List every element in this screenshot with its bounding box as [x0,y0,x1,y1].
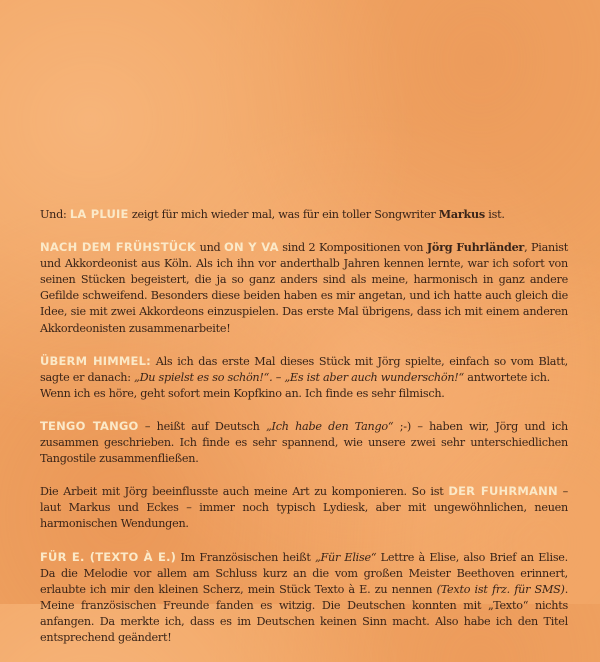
paragraph-tengo-tango [40,418,568,467]
text-span: , Pianist und Akkordeonist aus Köln. Als ich ihn vor anderthalb Jahren kennen lernte, war ich sofort von seinen Stücken begeistert, die ja so ganz anders sind als meine, harmonisch in ganz andere Gefilde schweifend. Besonders diese beiden haben es mir angetan, und ich hatte auch gleich die Idee, sie mit zwei Akkordeons einzuspielen. Das erste Mal übrigens, dass ich mit einem anderen Akkordeonisten zusammenarbeite! [40,241,569,335]
text-span: ist. [484,208,505,221]
song-title-fuer-e: FÜR E. (TEXTO À E.) [40,549,177,564]
text-span: ;-) – haben wir, Jörg und ich zusammen geschrieben. Ich finde es sehr spannend, wie unsere zwei sehr unterschiedlichen Tangostile zusammenfließen. [40,419,568,466]
quote-text: „Du spielst es so schön!“. – „Es ist aber auch wunderschön!“ [134,370,464,384]
text-span: antwortete ich. [464,370,550,384]
text-span: Wenn ich es höre, geht sofort mein Kopfkino an. Ich finde es sehr filmisch. [40,386,445,400]
name-markus: Markus [438,207,485,221]
text-span: zeigt für mich wieder mal, was für ein toller Songwriter [128,208,439,221]
quote-text: (Texto ist frz. für SMS) [436,582,565,596]
song-title-ueberm-himmel: ÜBERM HIMMEL: [40,353,151,368]
song-title-tengo-tango: TENGO TANGO [40,418,139,433]
paragraph-ueberm-himmel [40,353,568,402]
song-title-la-pluie: LA PLUIE [69,207,129,221]
quote-text: „Ich habe den Tango“ [266,419,394,433]
quote-text: „Für Elise“ [314,550,377,564]
name-joerg-fuhrlaender: Jörg Fuhrländer [426,240,525,255]
text-span: Die Arbeit mit Jörg beeinflusste auch meine Art zu komponieren. So ist [40,485,449,499]
text-span: – heißt auf Deutsch [138,419,267,433]
song-title-der-fuhrmann: DER FUHRMANN [448,484,558,499]
liner-notes-text [40,206,568,662]
paragraph-der-fuhrmann [40,483,568,532]
text-span: – laut Markus und Eckes – immer noch typisch Lydiesk, aber mit ungewöhnlichen, neuen harmonischen Wendungen. [40,485,568,531]
paragraph-nach-dem-fruehstueck [40,239,568,337]
text-span: . Meine französischen Freunde fanden es witzig. Die Deutschen konnten mit „Texto“ nichts anfangen. Da merkte ich, dass es im Deutschen keinen Sinn macht. Also habe ich den Titel entsprechend geändert! [40,582,568,644]
song-title-nach-dem-fruehstueck: NACH DEM FRÜHSTÜCK [40,240,197,255]
paragraph-la-pluie [40,206,568,223]
text-span: Als ich das erste Mal dieses Stück mit Jörg spielte, einfach so vom Blatt, sagte er danach: [40,354,568,384]
text-span: Im Französischen heißt [176,550,315,564]
song-title-on-y-va: ON Y VA [224,240,279,255]
text-span: und [196,241,225,255]
text-span: Und: [40,208,70,221]
text-span: sind 2 Kompositionen von [278,241,427,255]
paragraph-fuer-e [40,549,568,647]
text-span: Lettre à Elise, also Brief an Elise. Da die Melodie vor allem am Schluss kurz an die vom großen Meister Beethoven erinnert, erlaubte ich mir den kleinen Scherz, mein Stück Texto à E. zu nennen [40,550,568,596]
